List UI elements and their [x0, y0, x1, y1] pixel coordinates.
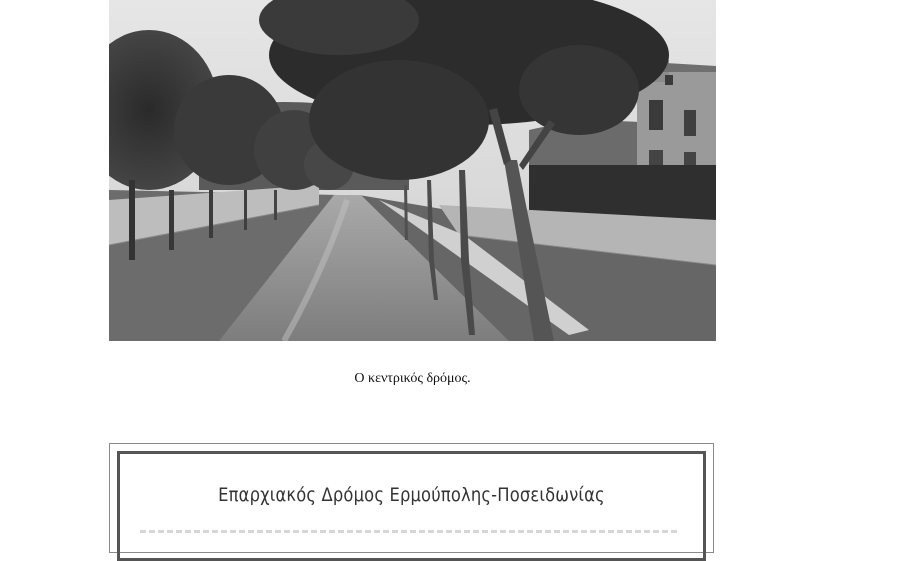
- street-photo: [109, 0, 716, 341]
- photo-caption: Ο κεντρικός δρόμος.: [354, 371, 471, 386]
- info-box-inner-border: [117, 451, 706, 561]
- info-box-title: Επαρχιακός Δρόμος Ερμούπολης-Ποσειδωνίας: [218, 484, 605, 506]
- info-box-text-cutoff: [140, 530, 680, 533]
